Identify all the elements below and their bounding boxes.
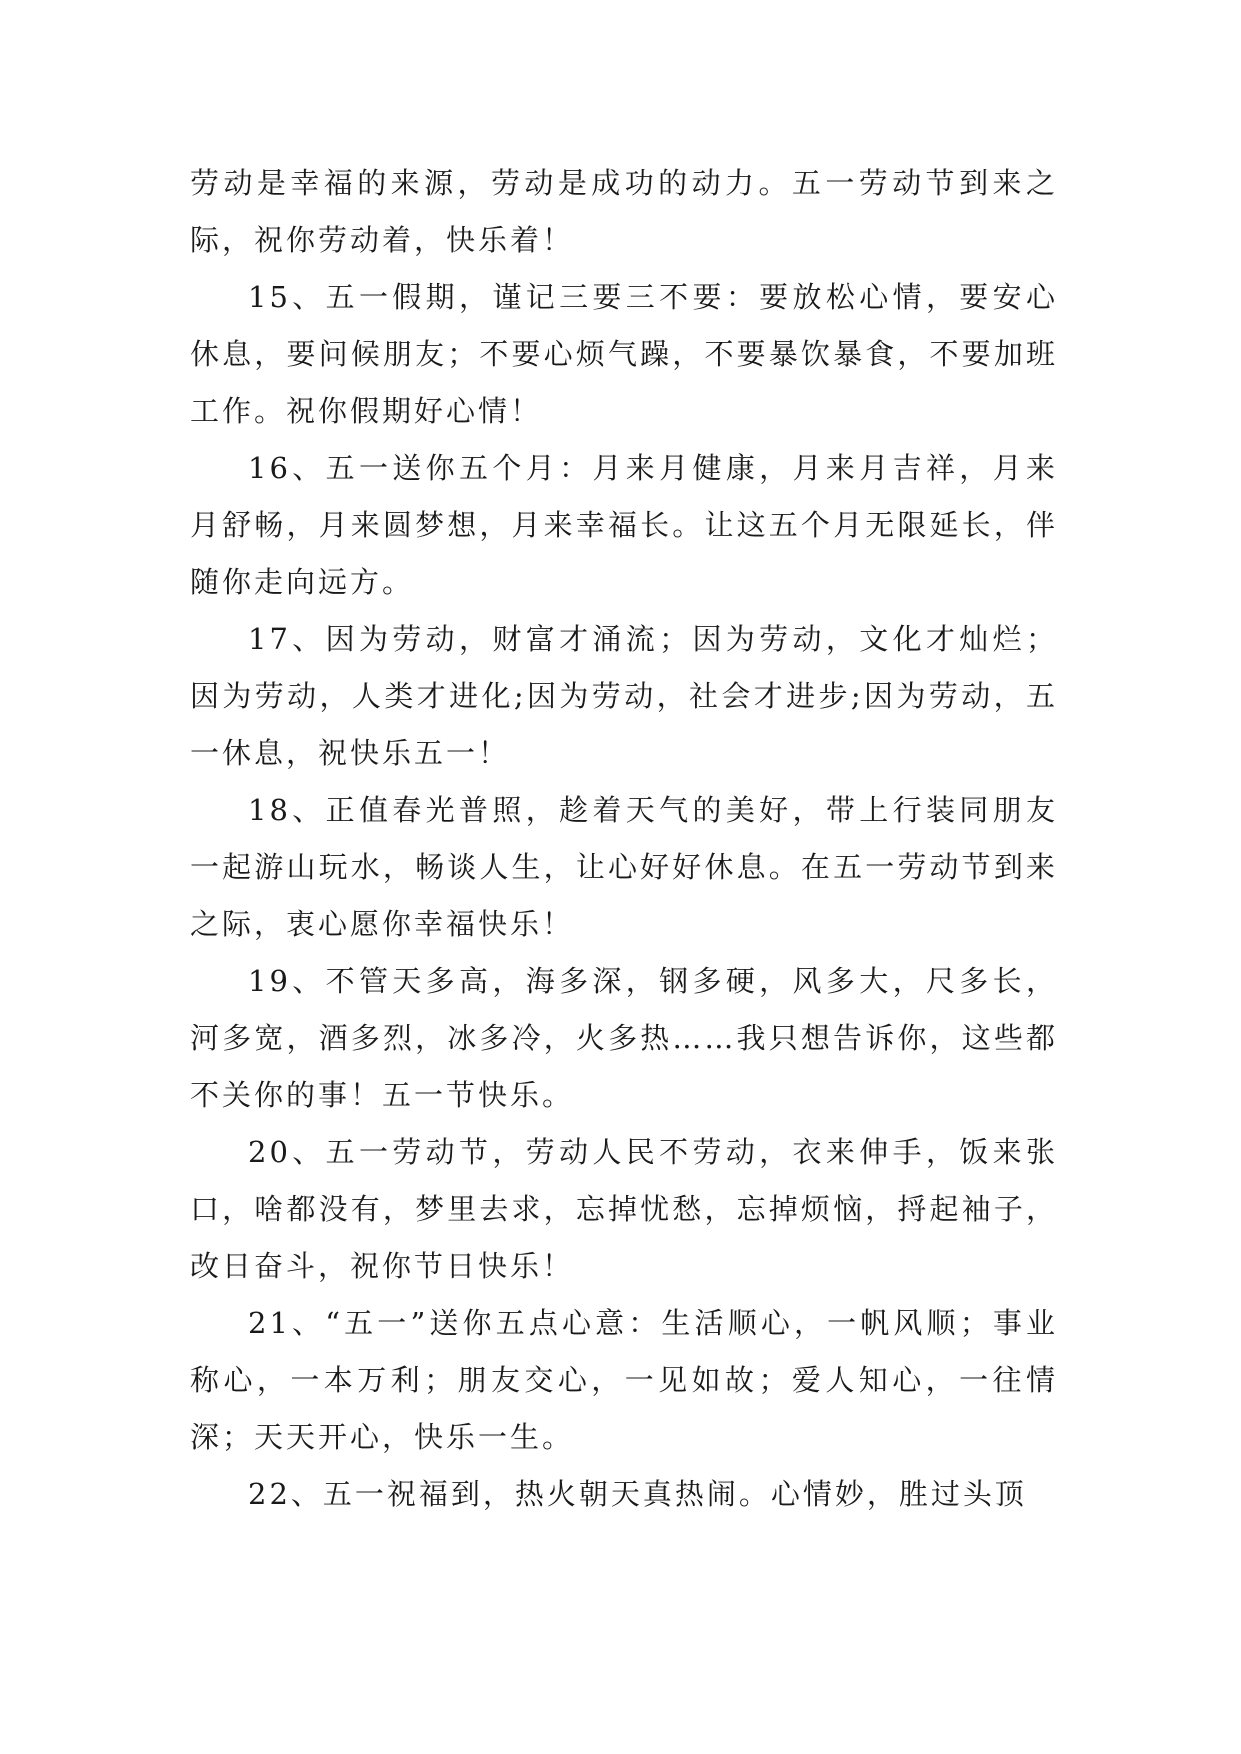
paragraph-15: 15、五一假期，谨记三要三不要：要放松心情，要安心休息，要问候朋友；不要心烦气躁，不要暴饮暴食，不要加班工作。祝你假期好心情！ xyxy=(190,280,1058,428)
paragraph-22: 22、五一祝福到，热火朝天真热闹。心情妙，胜过头顶 xyxy=(248,1477,1027,1511)
paragraph-21: 21、“五一”送你五点心意：生活顺心，一帆风顺；事业称心，一本万利；朋友交心，一见如故；爱人知心，一往情深；天天开心，快乐一生。 xyxy=(190,1306,1058,1454)
paragraph-19: 19、不管天多高，海多深，钢多硬，风多大，尺多长，河多宽，酒多烈，冰多冷，火多热……我只想告诉你，这些都不关你的事！五一节快乐。 xyxy=(190,964,1058,1112)
paragraph-18: 18、正值春光普照，趁着天气的美好，带上行装同朋友一起游山玩水，畅谈人生，让心好好休息。在五一劳动节到来之际，衷心愿你幸福快乐！ xyxy=(190,793,1058,941)
paragraph-17: 17、因为劳动，财富才涌流；因为劳动，文化才灿烂；因为劳动，人类才进化;因为劳动，社会才进步;因为劳动，五一休息，祝快乐五一！ xyxy=(190,622,1058,770)
paragraph-16: 16、五一送你五个月：月来月健康，月来月吉祥，月来月舒畅，月来圆梦想，月来幸福长。让这五个月无限延长，伴随你走向远方。 xyxy=(190,451,1058,599)
document-body xyxy=(190,155,1058,1523)
paragraph-20: 20、五一劳动节，劳动人民不劳动，衣来伸手，饭来张口，啥都没有，梦里去求，忘掉忧愁，忘掉烦恼，捋起袖子，改日奋斗，祝你节日快乐！ xyxy=(190,1135,1058,1283)
paragraph-continued: 劳动是幸福的来源，劳动是成功的动力。五一劳动节到来之际，祝你劳动着，快乐着！ xyxy=(190,166,1058,257)
